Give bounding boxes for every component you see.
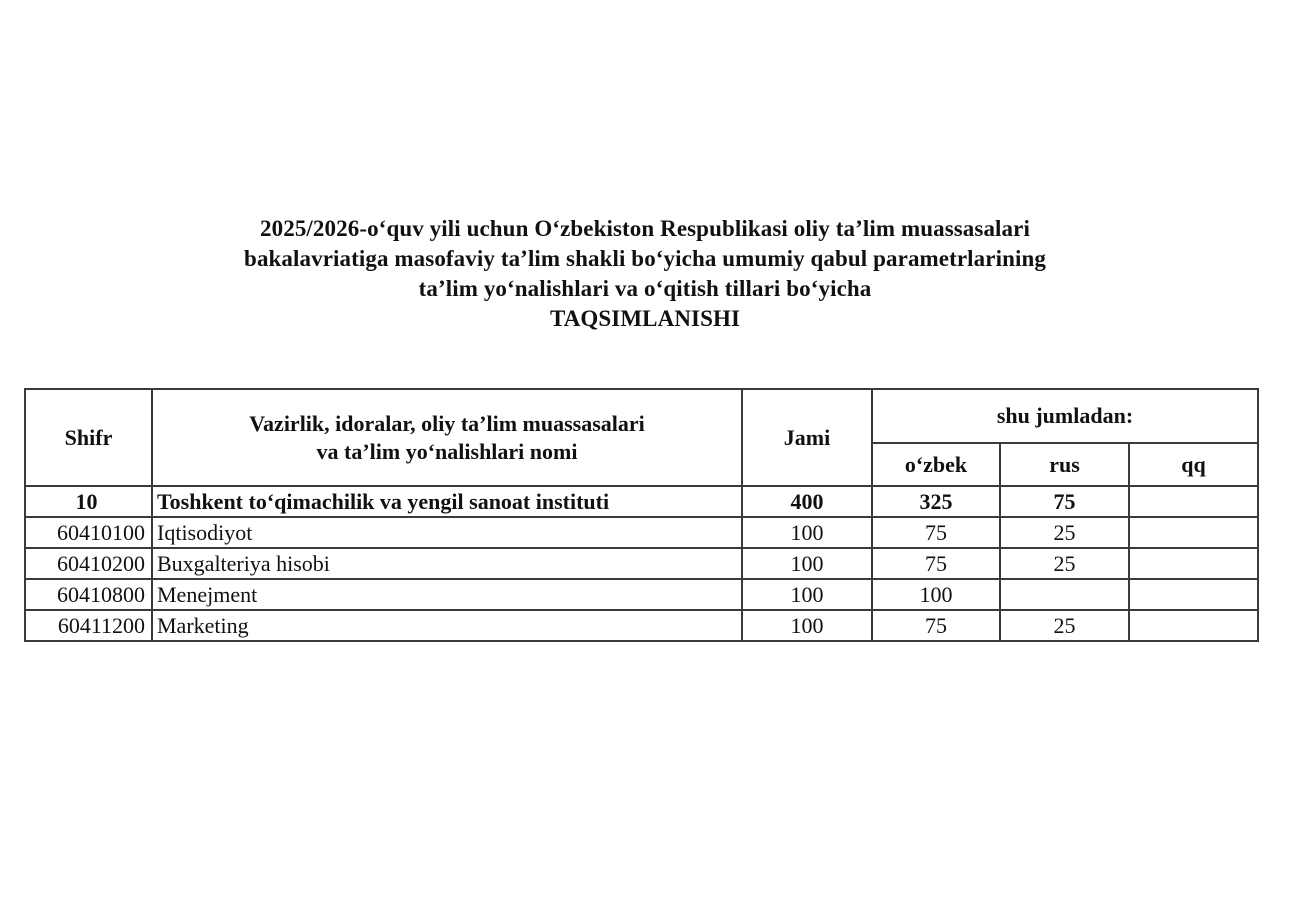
cell-uzbek: 75	[872, 517, 1000, 548]
cell-qq	[1129, 517, 1258, 548]
cell-code: 60410100	[25, 517, 152, 548]
cell-qq	[1129, 610, 1258, 641]
cell-name: Menejment	[152, 579, 742, 610]
title-line-3: ta’lim yo‘nalishlari va o‘qitish tillari bo‘yicha	[418, 276, 872, 301]
cell-code: 60411200	[25, 610, 152, 641]
cell-rus: 25	[1000, 610, 1129, 641]
cell-rus: 25	[1000, 548, 1129, 579]
header-shu-jumladan: shu jumladan:	[872, 389, 1258, 443]
title-line-2: bakalavriatiga masofaviy ta’lim shakli bo‘yicha umumiy qabul parametrlarining	[244, 246, 1046, 271]
table-row	[25, 517, 1258, 548]
cell-name: Iqtisodiyot	[152, 517, 742, 548]
cell-uzbek: 75	[872, 610, 1000, 641]
header-name-line-1: Vazirlik, idoralar, oliy ta’lim muassasalari	[249, 410, 645, 436]
table-row	[25, 548, 1258, 579]
table-row	[25, 610, 1258, 641]
header-qq: qq	[1129, 443, 1258, 486]
title-line-4: TAQSIMLANISHI	[549, 306, 741, 331]
document-title	[0, 214, 1290, 334]
header-jami: Jami	[742, 389, 872, 486]
cell-total: 400	[742, 486, 872, 517]
title-line-1: 2025/2026-o‘quv yili uchun O‘zbekiston Respublikasi oliy ta’lim muassasalari	[260, 216, 1030, 241]
table-row	[25, 486, 1258, 517]
cell-total: 100	[742, 579, 872, 610]
table-row	[25, 579, 1258, 610]
admission-table	[24, 388, 1259, 642]
cell-uzbek: 100	[872, 579, 1000, 610]
cell-name: Toshkent to‘qimachilik va yengil sanoat instituti	[152, 486, 742, 517]
cell-qq	[1129, 486, 1258, 517]
header-name-line-2: va ta’lim yo‘nalishlari nomi	[316, 438, 578, 464]
cell-rus: 75	[1000, 486, 1129, 517]
header-rus: rus	[1000, 443, 1129, 486]
cell-code: 60410800	[25, 579, 152, 610]
cell-name: Buxgalteriya hisobi	[152, 548, 742, 579]
cell-total: 100	[742, 517, 872, 548]
cell-qq	[1129, 548, 1258, 579]
cell-rus: 25	[1000, 517, 1129, 548]
cell-qq	[1129, 579, 1258, 610]
cell-total: 100	[742, 610, 872, 641]
header-shifr: Shifr	[25, 389, 152, 486]
cell-rus	[1000, 579, 1129, 610]
header-name	[152, 389, 742, 486]
cell-uzbek: 75	[872, 548, 1000, 579]
header-uzbek: o‘zbek	[872, 443, 1000, 486]
cell-total: 100	[742, 548, 872, 579]
cell-code: 60410200	[25, 548, 152, 579]
cell-uzbek: 325	[872, 486, 1000, 517]
cell-code: 10	[25, 486, 152, 517]
cell-name: Marketing	[152, 610, 742, 641]
